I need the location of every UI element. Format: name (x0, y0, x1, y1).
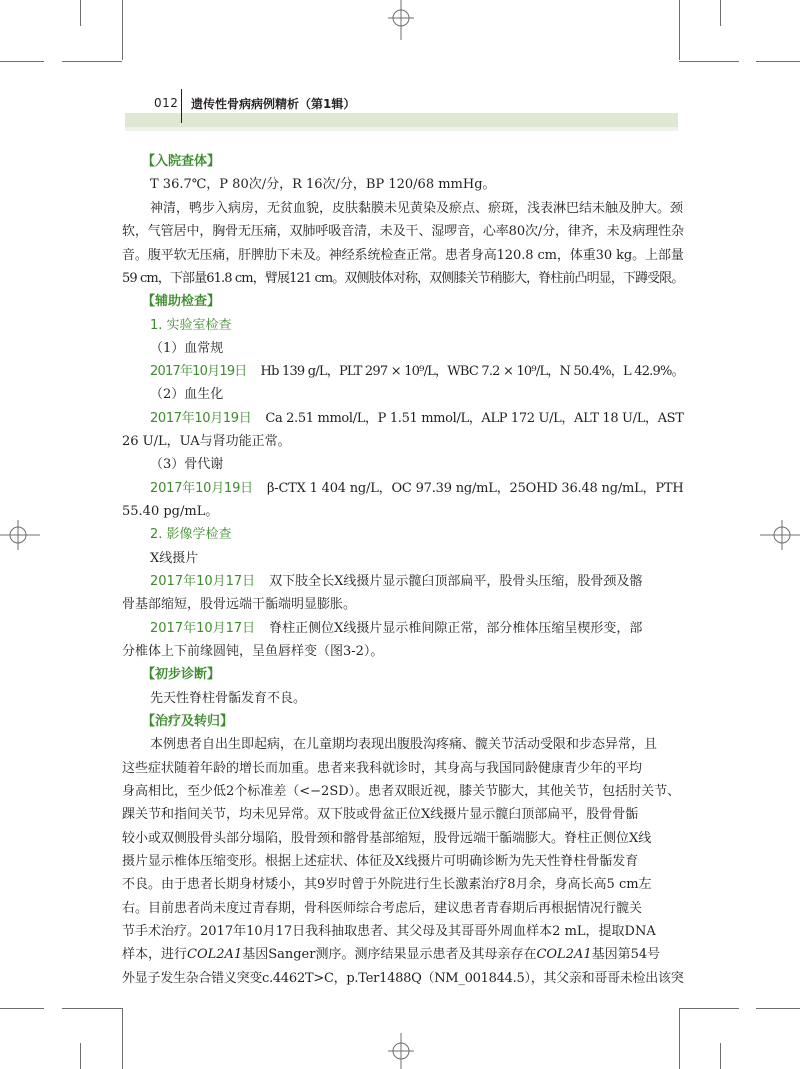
crop-mark (0, 61, 44, 62)
result-text: Ca 2.51 mmol/L，P 1.51 mmol/L，ALP 172 U/L，ALT 18 U/L，AST (265, 411, 684, 426)
result-line: 骨基部缩短，股骨远端干骺端明显膨胀。 (122, 597, 357, 612)
result-date: 2017年10月19日 (150, 411, 252, 426)
registration-mark-bottom (388, 1033, 414, 1069)
result-date: 2017年10月17日 (150, 574, 256, 589)
result-text: β-CTX 1 404 ng/L，OC 97.39 ng/mL，25OHD 36.48 ng/mL，PTH (266, 481, 684, 496)
subheading-imaging: 2. 影像学检查 (150, 527, 232, 542)
registration-mark-left (0, 520, 40, 550)
text-run: 基因Sanger测序。测序结果显示患者及其母亲存在 (242, 947, 537, 962)
paragraph-line: 右。目前患者尚未度过青春期，骨科医师综合考虑后，建议患者青春期后再根据情况行髋关 (122, 901, 643, 916)
header-band (125, 113, 678, 127)
paragraph-line: 不良。由于患者长期身材矮小，其9岁时曾于外院进行生长激素治疗8月余，身高长高5 cm左 (122, 877, 652, 892)
book-title: 遗传性骨病病例精析（第1辑） (191, 97, 356, 111)
paragraph-line: 神清，鸭步入病房，无贫血貌，皮肤黏膜未见黄染及瘀点、瘀斑，浅表淋巴结未触及肿大。颈 (150, 201, 684, 216)
item-bone: （3）骨代谢 (150, 457, 224, 472)
result-date: 2017年10月19日 (150, 364, 247, 379)
item-xray: X线摄片 (150, 551, 199, 566)
text-run: 基因第54号 (591, 947, 661, 962)
crop-mark (122, 0, 123, 60)
paragraph-line: 身高相比，至少低2个标准差（<−2SD）。患者双眼近视，膝关节膨大，其他关节，包括肘关节、 (122, 784, 681, 799)
crop-mark (679, 0, 680, 60)
crop-mark (80, 0, 81, 26)
crop-mark (679, 1008, 680, 1069)
result-line (150, 619, 642, 639)
result-line: 分椎体上下前缘圆钝，呈鱼唇样变（图3-2）。 (122, 644, 384, 659)
result-line (150, 572, 642, 592)
subheading-lab: 1. 实验室检查 (150, 318, 232, 333)
page-number: 012 (154, 96, 179, 110)
crop-mark (62, 1008, 122, 1009)
result-line: 26 U/L，UA与肾功能正常。 (122, 434, 291, 449)
item-biochem: （2）血生化 (150, 387, 224, 402)
paragraph-line: 较小或双侧股骨头部分塌陷，股骨颈和髂骨基部缩短，股骨远端干骺端膨大。脊柱正侧位X线 (122, 831, 652, 846)
gene-name: COL2A1 (187, 947, 243, 962)
crop-mark (756, 1008, 800, 1009)
paragraph-line: 本例患者自出生即起病，在儿童期均表现出腹股沟疼痛、髋关节活动受限和步态异常，且 (150, 737, 658, 752)
paragraph-line: 摄片显示椎体压缩变形。根据上述症状、体征及X线摄片可明确诊断为先天性脊柱骨骺发育 (122, 854, 639, 869)
crop-mark (679, 1008, 739, 1009)
diagnosis-text: 先天性脊柱骨骺发育不良。 (150, 691, 307, 706)
item-blood-routine: （1）血常规 (150, 341, 224, 356)
result-date: 2017年10月17日 (150, 621, 256, 636)
paragraph-line: 59 cm，下部量61.8 cm，臂展121 cm。双侧肢体对称，双侧膝关节稍膨大，脊柱前凸明显，下蹲受限。 (122, 271, 684, 286)
paragraph-line (122, 945, 660, 965)
registration-mark-top (388, 0, 414, 40)
header-divider (181, 89, 182, 123)
section-heading-admission: 【入院查体】 (142, 154, 221, 169)
section-heading-diagnosis: 【初步诊断】 (142, 667, 221, 682)
crop-mark (80, 1043, 81, 1069)
paragraph-line: 踝关节和指间关节，均未见异常。双下肢或骨盆正位X线摄片显示髋臼顶部扁平，股骨骨骺 (122, 807, 639, 822)
crop-mark (720, 1043, 721, 1069)
paragraph-line: 音。腹平软无压痛，肝脾肋下未及。神经系统检查正常。患者身高120.8 cm，体重30 kg。上部量 (122, 248, 684, 263)
result-date: 2017年10月19日 (150, 481, 253, 496)
registration-mark-right (760, 520, 800, 550)
result-text: 双下肢全长X线摄片显示髋臼顶部扁平，股骨头压缩，股骨颈及髂 (269, 574, 643, 589)
result-line (150, 479, 684, 499)
result-line (150, 409, 684, 429)
crop-mark (756, 61, 800, 62)
paragraph-line: 节手术治疗。2017年10月17日我科抽取患者、其父母及其哥哥外周血样本2 mL，提取DNA (122, 924, 656, 939)
section-heading-treatment: 【治疗及转归】 (142, 714, 234, 729)
paragraph-line: 软，气管居中，胸骨无压痛，双肺呼吸音清，未及干、湿啰音，心率80次/分，律齐，未及病理性杂 (122, 224, 684, 239)
result-text: Hb 139 g/L，PLT 297 × 10⁹/L，WBC 7.2 × 10⁹/L，N 50.4%，L 42.9%。 (260, 364, 684, 379)
text-run: 样本，进行 (122, 947, 188, 962)
result-line (150, 362, 684, 382)
result-text: 脊柱正侧位X线摄片显示椎间隙正常，部分椎体压缩呈楔形变，部 (269, 621, 643, 636)
result-line: 55.40 pg/mL。 (122, 504, 219, 519)
section-heading-aux: 【辅助检查】 (142, 294, 221, 309)
crop-mark (0, 1008, 44, 1009)
header-band-shadow (125, 127, 678, 131)
gene-name: COL2A1 (536, 947, 592, 962)
crop-mark (62, 61, 122, 62)
paragraph-line: T 36.7℃，P 80次/分，R 16次/分，BP 120/68 mmHg。 (150, 177, 496, 192)
paragraph-line: 这些症状随着年龄的增长而加重。患者来我科就诊时，其身高与我国同龄健康青少年的平均 (122, 761, 643, 776)
crop-mark (720, 0, 721, 26)
crop-mark (679, 61, 739, 62)
crop-mark (122, 1008, 123, 1069)
paragraph-line: 外显子发生杂合错义突变c.4462T>C，p.Ter1488Q（NM_001844.5），其父亲和哥哥未检出该突 (122, 971, 684, 986)
